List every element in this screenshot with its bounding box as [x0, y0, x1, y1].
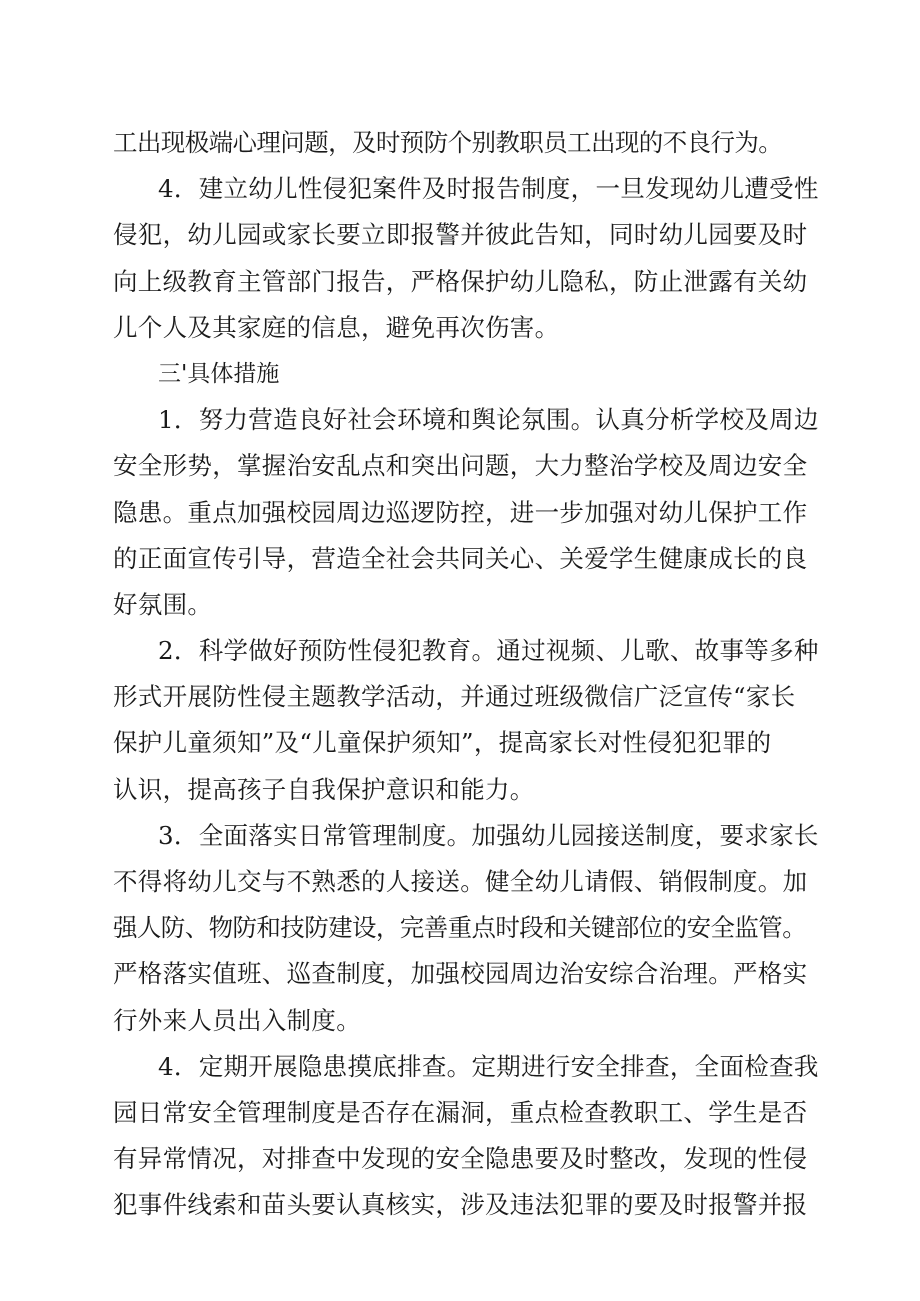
- section-heading: 三'具体措施: [158, 360, 280, 387]
- text-line: 安全形势，掌握治安乱点和突出问题，大力整治学校及周边安全: [113, 451, 808, 481]
- text-line: 行外来人员出入制度。: [113, 1005, 361, 1035]
- document-body: [113, 120, 819, 1229]
- text-line: 强人防、物防和技防建设，完善重点时段和关键部位的安全监管。: [113, 913, 807, 943]
- text-line: 形式开展防性侵主题教学活动，并通过班级微信广泛宣传“家长: [113, 682, 796, 712]
- text-line: 犯事件线索和苗头要认真核实，涉及违法犯罪的要及时报警并报: [113, 1190, 808, 1220]
- text-line: 2．科学做好预防性侵犯教育。通过视频、儿歌、故事等多种: [158, 636, 819, 666]
- text-line: 隐患。重点加强校园周边巡逻防控，进一步加强对幼儿保护工作: [113, 497, 808, 527]
- text-line: 认识，提高孩子自我保护意识和能力。: [113, 774, 535, 804]
- text-line: 3．全面落实日常管理制度。加强幼儿园接送制度，要求家长: [158, 820, 819, 850]
- text-line: 儿个人及其家庭的信息，避免再次伤害。: [113, 312, 560, 342]
- text-line: 有异常情况，对排查中发现的安全隐患要及时整改，发现的性侵: [113, 1144, 808, 1174]
- text-line: 侵犯，幼儿园或家长要立即报警并彼此告知，同时幼儿园要及时: [113, 220, 808, 250]
- text-line: 好氛围。: [113, 589, 213, 619]
- text-line: 工出现极端心理问题，及时预防个别教职员工出现的不良行为。: [113, 128, 783, 157]
- text-line: 1．努力营造良好社会环境和舆论氛围。认真分析学校及周边: [158, 405, 819, 435]
- text-line: 向上级教育主管部门报告，严格保护幼儿隐私，防止泄露有关幼: [113, 266, 808, 296]
- text-line: 的正面宣传引导，营造全社会共同关心、关爱学生健康成长的良: [113, 543, 808, 573]
- text-line: 保护儿童须知”及“儿童保护须知”，提高家长对性侵犯犯罪的: [113, 728, 772, 758]
- text-line: 园日常安全管理制度是否存在漏洞，重点检查教职工、学生是否: [113, 1097, 808, 1127]
- text-line: 4．建立幼儿性侵犯案件及时报告制度，一旦发现幼儿遭受性: [158, 174, 819, 204]
- text-line: 不得将幼儿交与不熟悉的人接送。健全幼儿请假、销假制度。加: [113, 867, 808, 896]
- text-line: 4．定期开展隐患摸底排查。定期进行安全排查，全面检查我: [158, 1051, 819, 1081]
- text-line: 严格落实值班、巡查制度，加强校园周边治安综合治理。严格实: [113, 959, 808, 989]
